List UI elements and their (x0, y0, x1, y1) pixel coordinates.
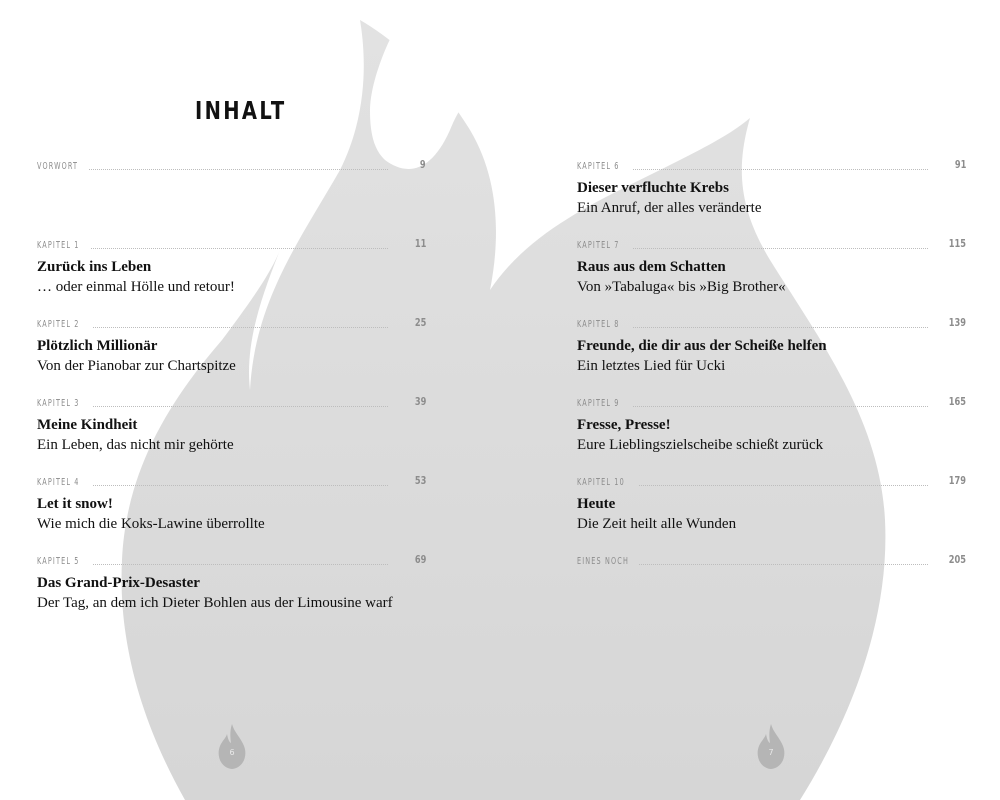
dot-leader (89, 169, 388, 170)
chapter-title: Freunde, die dir aus der Scheiße helfen (577, 338, 827, 354)
dot-leader (633, 248, 928, 249)
chapter-title: Plötzlich Millionär (37, 338, 158, 354)
toc-entry[interactable] (37, 316, 428, 395)
toc-page-number: 53 (414, 474, 426, 487)
toc-entry[interactable] (37, 158, 428, 237)
toc-label: KAPITEL 9 (577, 397, 620, 409)
toc-page-number: 69 (414, 553, 426, 566)
toc-entry[interactable] (37, 395, 428, 474)
toc-label: EINES NOCH (577, 555, 629, 567)
chapter-title: Raus aus dem Schatten (577, 259, 726, 275)
toc-entry[interactable] (37, 237, 428, 316)
dot-leader (91, 248, 388, 249)
toc-label: KAPITEL 2 (37, 318, 80, 330)
folio-number: 7 (768, 748, 774, 757)
folio-number: 6 (229, 748, 235, 757)
toc-entry[interactable] (37, 474, 428, 553)
chapter-subtitle: Eure Lieblingszielscheibe schießt zurück (577, 437, 824, 453)
toc-page-number: 39 (414, 395, 426, 408)
flame-folio-icon (217, 724, 247, 770)
chapter-subtitle: Von »Tabaluga« bis »Big Brother« (577, 279, 786, 295)
chapter-subtitle: Ein Anruf, der alles veränderte (577, 200, 762, 216)
dot-leader (93, 327, 388, 328)
flame-folio-icon (756, 724, 786, 770)
toc-page-number: 9 (420, 158, 426, 171)
dot-leader (633, 406, 928, 407)
dot-leader (93, 485, 388, 486)
chapter-subtitle: Von der Pianobar zur Chartspitze (37, 358, 236, 374)
toc-label: KAPITEL 6 (577, 160, 620, 172)
chapter-title: Das Grand-Prix-Desaster (37, 575, 200, 591)
toc-leader (577, 395, 968, 411)
toc-page-number: 139 (948, 316, 966, 329)
toc-entry[interactable] (577, 316, 968, 395)
page-title: INHALT (195, 96, 287, 125)
chapter-subtitle: Ein letztes Lied für Ucki (577, 358, 726, 374)
toc-entry[interactable] (577, 237, 968, 316)
dot-leader (639, 485, 928, 486)
dot-leader (639, 564, 928, 565)
toc-leader (577, 474, 968, 490)
toc-label: KAPITEL 5 (37, 555, 80, 567)
toc-leader (37, 553, 428, 569)
chapter-subtitle: Der Tag, an dem ich Dieter Bohlen aus der Limousine warf (37, 595, 393, 611)
chapter-title: Dieser verfluchte Krebs (577, 180, 729, 196)
chapter-title: Zurück ins Leben (37, 259, 152, 275)
toc-page-number: 205 (948, 553, 966, 566)
toc-page-number: 91 (954, 158, 966, 171)
toc-page-number: 115 (948, 237, 966, 250)
toc-label: KAPITEL 3 (37, 397, 80, 409)
chapter-subtitle: Die Zeit heilt alle Wunden (577, 516, 737, 532)
dot-leader (633, 169, 928, 170)
toc-leader (37, 158, 428, 174)
toc-right-column (577, 158, 968, 632)
toc-page-number: 11 (414, 237, 426, 250)
toc-leader (37, 474, 428, 490)
toc-leader (37, 316, 428, 332)
toc-entry[interactable] (577, 395, 968, 474)
toc-entry[interactable] (577, 474, 968, 553)
chapter-subtitle: Wie mich die Koks-Lawine überrollte (37, 516, 265, 532)
toc-left-column (37, 158, 428, 632)
chapter-title: Fresse, Presse! (577, 417, 671, 433)
toc-leader (577, 158, 968, 174)
toc-page-number: 179 (948, 474, 966, 487)
toc-leader (577, 237, 968, 253)
dot-leader (93, 406, 388, 407)
toc-entry[interactable] (37, 553, 428, 632)
toc-label: KAPITEL 8 (577, 318, 620, 330)
toc-label: VORWORT (37, 160, 79, 172)
toc-leader (37, 237, 428, 253)
chapter-subtitle: … oder einmal Hölle und retour! (37, 279, 235, 295)
toc-leader (577, 316, 968, 332)
toc-page-number: 165 (948, 395, 966, 408)
toc-entry[interactable] (577, 553, 968, 632)
toc-label: KAPITEL 1 (37, 239, 80, 251)
page-number-right (756, 724, 786, 770)
toc-leader (37, 395, 428, 411)
dot-leader (633, 327, 928, 328)
chapter-title: Let it snow! (37, 496, 113, 512)
page-number-left (217, 724, 247, 770)
toc-label: KAPITEL 7 (577, 239, 620, 251)
toc-entry[interactable] (577, 158, 968, 237)
toc-leader (577, 553, 968, 569)
chapter-title: Meine Kindheit (37, 417, 138, 433)
toc-label: KAPITEL 10 (577, 476, 625, 488)
chapter-title: Heute (577, 496, 616, 512)
chapter-subtitle: Ein Leben, das nicht mir gehörte (37, 437, 234, 453)
dot-leader (93, 564, 388, 565)
toc-page-number: 25 (414, 316, 426, 329)
toc-label: KAPITEL 4 (37, 476, 80, 488)
